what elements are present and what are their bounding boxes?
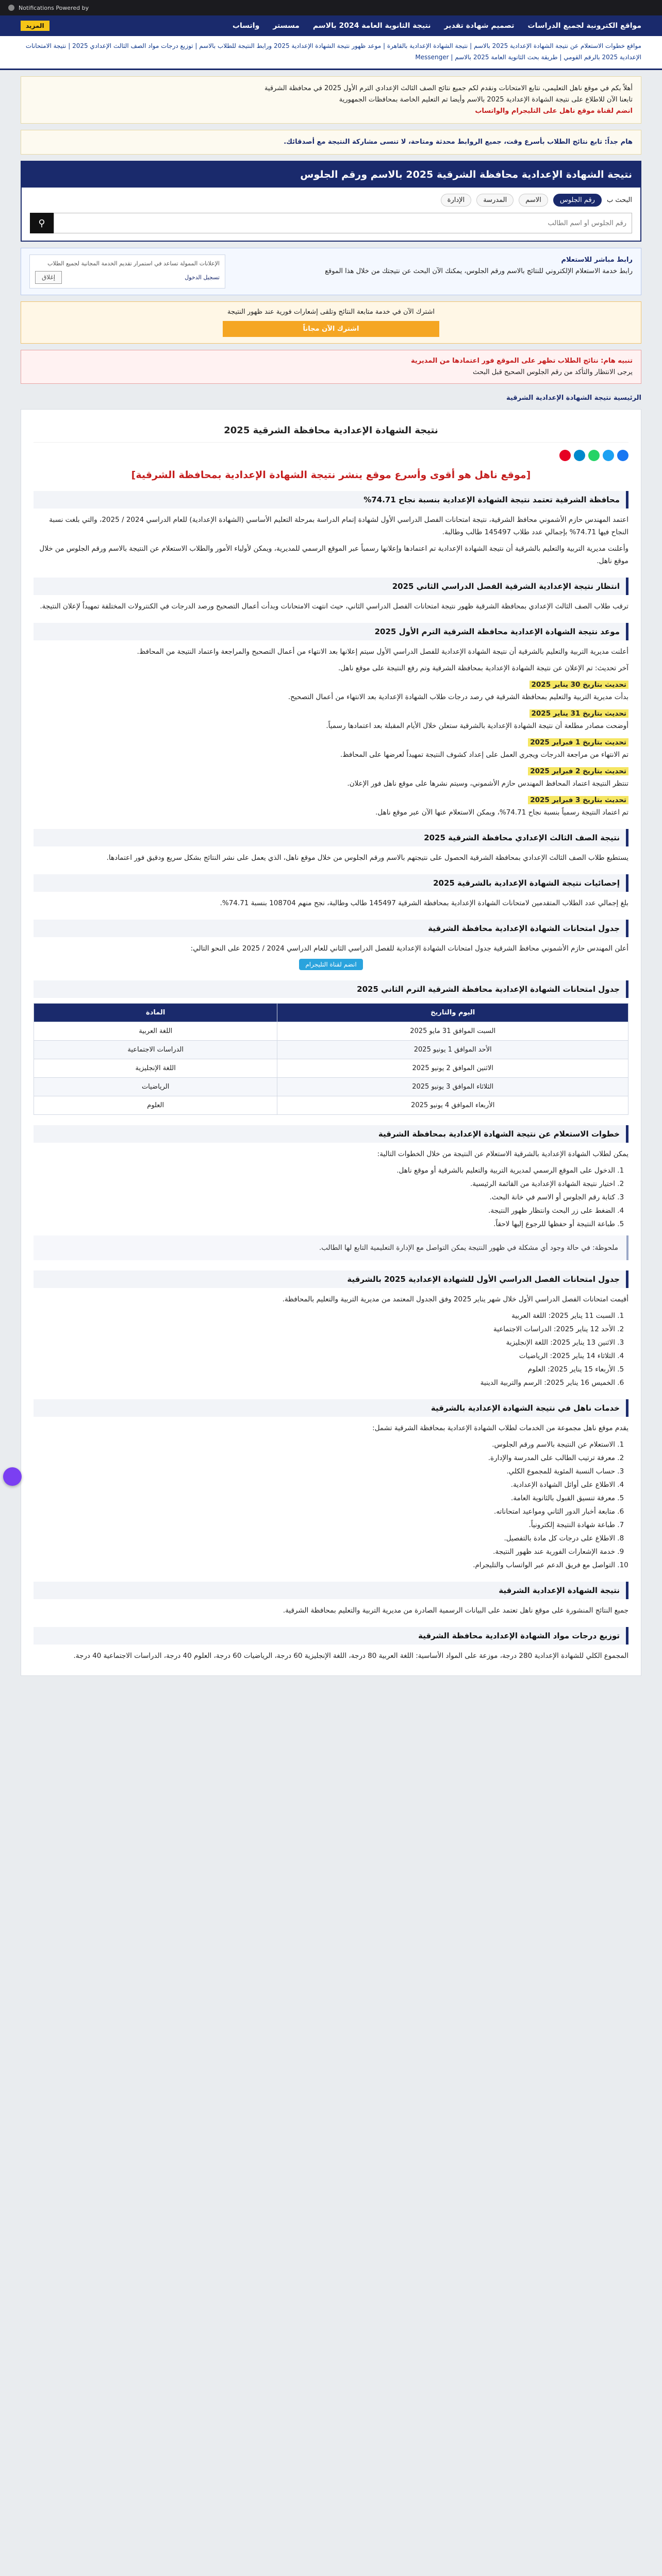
list-item: 5. معرفة تنسيق القبول بالثانوية العامة. — [34, 1492, 615, 1504]
promo-title: رابط مباشر للاستعلام — [561, 256, 633, 264]
nav-item[interactable]: تصميم شهادة تقدير — [444, 22, 515, 30]
section-heading: خطوات الاستعلام عن نتيجة الشهادة الإعدادية بمحافظة الشرقية — [34, 1125, 628, 1143]
paragraph: يستطيع طلاب الصف الثالث الإعدادي بمحافظة الشرقية الحصول على نتيجتهم بالاسم ورقم الجلوس من خلال موقع ناهل، الذي يعمل على نشر النتائج بشكل سريع ودقيق فور اعتمادها. — [106, 854, 628, 862]
search-tabs — [22, 188, 640, 213]
page-title: نتيجة الشهادة الإعدادية محافظة الشرقية 2025 — [34, 419, 628, 443]
bullet-list — [34, 1310, 628, 1389]
telegram-join-button[interactable]: انضم لقناة التليجرام — [299, 959, 362, 970]
table-cell: السبت الموافق 31 مايو 2025 — [277, 1022, 628, 1041]
subscribe-text: اشترك الآن في خدمة متابعة النتائج وتلقى إشعارات فورية عند ظهور النتيجة — [227, 308, 435, 316]
news-ticker: مواقع خطوات الاستعلام عن نتيجة الشهادة الإعدادية 2025 بالاسم | نتيجة الشهادة الإعدادية بالقاهرة | موعد ظهور نتيجة الشهادة الإعدادية 2025 ورابط النتيجة للطلاب بالاسم | توزيع درجات مواد الصف الثالث الإعدادي 2025 | نتيجة الامتحانات الإعدادية 2025 بالرقم القومي | طريقة بحث الثانوية العامة 2025 بالاسم | Messenger — [0, 36, 662, 70]
table-row — [34, 1078, 628, 1096]
list-item: 1. السبت 11 يناير 2025: اللغة العربية — [34, 1310, 615, 1322]
pinterest-icon[interactable] — [559, 450, 571, 461]
important-notice — [21, 130, 641, 155]
list-item: 3. الاثنين 13 يناير 2025: اللغة الإنجليزية — [34, 1336, 615, 1349]
admin-bar — [0, 0, 662, 15]
nav-item[interactable]: مواقع الكترونية لجميع الدراسات — [527, 22, 641, 30]
notice-line: تابعنا الآن للاطلاع على نتيجة الشهادة الإعدادية 2025 بالاسم وأيضا تم التعليم الخاصة بمحافظات الجمهورية — [339, 96, 633, 104]
whatsapp-icon[interactable] — [588, 450, 600, 461]
update-block — [34, 765, 628, 790]
table-cell: اللغة العربية — [34, 1022, 277, 1041]
alert-line: يرجى الانتظار والتأكد من رقم الجلوس الصحيح قبل البحث — [473, 368, 633, 376]
table-caption: جدول امتحانات الشهادة الإعدادية محافظة الشرقية الترم الثاني 2025 — [34, 980, 628, 998]
list-item: 3. حساب النسبة المئوية للمجموع الكلي. — [34, 1465, 615, 1478]
search-button[interactable] — [30, 213, 54, 233]
step-item: 5. طباعة النتيجة أو حفظها للرجوع إليها لاحقاً. — [34, 1218, 615, 1230]
table-cell: الثلاثاء الموافق 3 يونيو 2025 — [277, 1078, 628, 1096]
subscribe-button[interactable]: اشترك الآن مجاناً — [223, 321, 439, 337]
ad-card-link[interactable]: تسجيل الدخول — [185, 274, 220, 281]
paragraph: يقدم موقع ناهل مجموعة من الخدمات لطلاب الشهادة الإعدادية بمحافظة الشرقية تشمل: — [372, 1424, 628, 1432]
step-item: 1. الدخول على الموقع الرسمي لمديرية التربية والتعليم بالشرقية أو موقع ناهل. — [34, 1164, 615, 1177]
tab-name[interactable]: الاسم — [519, 194, 548, 207]
list-item: 8. الاطلاع على درجات كل مادة بالتفصيل. — [34, 1532, 615, 1545]
update-tag: تحديث بتاريخ 31 يناير 2025 — [529, 709, 628, 718]
table-cell: العلوم — [34, 1096, 277, 1115]
table-header: اليوم والتاريخ — [277, 1004, 628, 1022]
step-item: 2. اختيار نتيجة الشهادة الإعدادية من القائمة الرئيسية. — [34, 1178, 615, 1190]
update-block — [34, 736, 628, 761]
paragraph: اعتمد المهندس حازم الأشموني محافظ الشرقية، نتيجة امتحانات الفصل الدراسي الأول لشهادة إتمام الدراسة بمرحلة التعليم الأساسي (الشهادة الإعدادية) للعام الدراسي 2024 / 2025، والتي بلغت نسبة النجاح فيها 74.71% بإجمالي عدد طلاب 145497 طالب وطالبة. — [49, 516, 628, 536]
section-heading: نتيجة الشهادة الإعدادية الشرقية — [34, 1582, 628, 1599]
ticker-link[interactable]: مواقع خطوات الاستعلام عن نتيجة الشهادة الإعدادية 2025 بالاسم | نتيجة الشهادة الإعدادية بالقاهرة — [387, 42, 641, 49]
share-buttons — [34, 450, 628, 461]
section-heading: انتظار نتيجة الإعدادية الشرقية الفصل الدراسي الثاني 2025 — [34, 578, 628, 595]
table-cell: الدراسات الاجتماعية — [34, 1041, 277, 1059]
update-text: أوضحت مصادر مطلعة أن نتيجة الشهادة الإعدادية بالشرقية ستعلن خلال الأيام المقبلة بعد اعتمادها رسمياً. — [326, 722, 628, 730]
update-tag: تحديث بتاريخ 2 فبراير 2025 — [528, 767, 628, 775]
step-item: 4. الضغط على زر البحث وانتظار ظهور النتيجة. — [34, 1205, 615, 1217]
bullet-list — [34, 1438, 628, 1571]
paragraph: ترقب طلاب الصف الثالث الإعدادي بمحافظة الشرقية ظهور نتيجة امتحانات الفصل الدراسي الثاني، حيث انتهت الامتحانات وبدأت أعمال التصحيح ورصد الدرجات في الكنترولات المختلفة تمهيداً لإعلان النتيجة. — [40, 602, 628, 611]
list-item: 10. التواصل مع فريق الدعم عبر الواتساب والتليجرام. — [34, 1559, 615, 1571]
note-quote: ملحوظة: في حالة وجود أي مشكلة في ظهور النتيجة يمكن التواصل مع الإدارة التعليمية التابع لها الطالب. — [34, 1235, 628, 1260]
table-cell: الاثنين الموافق 2 يونيو 2025 — [277, 1059, 628, 1078]
wordpress-icon[interactable] — [8, 5, 14, 11]
list-item: 6. الخميس 16 يناير 2025: الرسم والتربية الدينية — [34, 1377, 615, 1389]
tab-administration[interactable]: الإدارة — [441, 194, 472, 207]
table-cell: اللغة الإنجليزية — [34, 1059, 277, 1078]
nav-item[interactable]: مسستر — [273, 22, 300, 30]
update-text: تنتظر النتيجة اعتماد المحافظ المهندس حازم الأشموني، وسيتم نشرها على موقع ناهل فور الإعلان. — [347, 779, 628, 788]
step-item: 3. كتابة رقم الجلوس أو الاسم في خانة البحث. — [34, 1191, 615, 1204]
article-headline: [موقع ناهل هو أقوى وأسرع موقع ينشر نتيجة الشهادة الإعدادية بمحافظة الشرقية] — [131, 469, 531, 481]
ad-card — [29, 255, 225, 289]
update-block — [34, 794, 628, 819]
article — [21, 409, 641, 1676]
section-heading: جدول امتحانات الفصل الدراسي الأول للشهادة الإعدادية 2025 بالشرقية — [34, 1270, 628, 1288]
result-search-box — [21, 161, 641, 242]
schedule-table-wrap — [34, 959, 628, 1115]
alert-line: تنبيه هام: نتائج الطلاب تظهر على الموقع فور اعتمادها من المديرية — [411, 357, 633, 365]
nav-item[interactable]: نتيجة الثانوية العامة 2024 بالاسم — [312, 22, 431, 30]
paragraph: وأعلنت مديرية التربية والتعليم بالشرقية أن نتيجة الشهادة الإعدادية تم اعتمادها وإعلانها رسمياً عبر الموقع الرسمي للمديرية، ويمكن لأولياء الأمور والطلاب الاستعلام عن النتيجة بالاسم ورقم الجلوس من خلال موقع ناهل. — [39, 545, 628, 565]
table-row — [34, 1096, 628, 1115]
nav-more-button[interactable]: المزيد — [21, 21, 49, 31]
update-text: بدأت مديرية التربية والتعليم بمحافظة الشرقية في رصد درجات طلاب الشهادة الإعدادية بعد الانتهاء من أعمال التصحيح. — [288, 693, 628, 701]
main-navigation — [0, 15, 662, 36]
section-heading: نتيجة الصف الثالث الإعدادي محافظة الشرقية 2025 — [34, 829, 628, 846]
update-text: تم اعتماد النتيجة رسمياً بنسبة نجاح 74.71%، ويمكن الاستعلام عنها الآن عبر موقع ناهل. — [375, 808, 628, 817]
ticker-link[interactable]: توزيع درجات مواد الصف الثالث الإعدادي 2025 | نتيجة الامتحانات الإعدادية 2025 بالرقم القومي — [25, 42, 641, 61]
list-item: 7. طباعة شهادة النتيجة إلكترونياً. — [34, 1519, 615, 1531]
section-heading: جدول امتحانات الشهادة الإعدادية محافظة الشرقية — [34, 920, 628, 937]
table-row — [34, 1022, 628, 1041]
ticker-link[interactable]: موعد ظهور نتيجة الشهادة الإعدادية 2025 ورابط النتيجة للطلاب بالاسم — [199, 42, 382, 49]
search-icon: ⚲ — [38, 217, 45, 228]
section-heading: موعد نتيجة الشهادة الإعدادية محافظة الشرقية الترم الأول 2025 — [34, 623, 628, 640]
ad-card-text: الإعلانات الممولة تساعد في استمرار تقديم الخدمة المجانية لجميع الطلاب — [47, 260, 220, 267]
tab-seat-number[interactable]: رقم الجلوس — [553, 194, 602, 207]
update-block — [34, 679, 628, 703]
paragraph: أقيمت امتحانات الفصل الدراسي الأول خلال شهر يناير 2025 وفق الجدول المعتمد من مديرية التربية والتعليم بالمحافظة. — [282, 1295, 628, 1303]
tab-school[interactable]: المدرسة — [476, 194, 514, 207]
welcome-notice — [21, 76, 641, 124]
section-heading: محافظة الشرقية تعتمد نتيجة الشهادة الإعدادية بنسبة نجاح 74.71% — [34, 491, 628, 509]
update-block — [34, 707, 628, 732]
paragraph: أعلنت مديرية التربية والتعليم بالشرقية أن نتيجة الشهادة الإعدادية للفصل الدراسي الأول سيتم إعلانها بعد الانتهاء من أعمال التصحيح والمراجعة واعتماد النتيجة من المحافظ. — [137, 648, 628, 656]
list-item: 9. خدمة الإشعارات الفورية عند ظهور النتيجة. — [34, 1546, 615, 1558]
nav-item[interactable]: واتساب — [232, 22, 260, 30]
admin-bar-text: Notifications Powered by — [19, 4, 89, 11]
table-cell: الأحد الموافق 1 يونيو 2025 — [277, 1041, 628, 1059]
table-cell: الأربعاء الموافق 4 يونيو 2025 — [277, 1096, 628, 1115]
paragraph: يمكن لطلاب الشهادة الإعدادية بالشرقية الاستعلام عن النتيجة من خلال الخطوات التالية: — [377, 1150, 628, 1158]
ticker-link[interactable]: طريقة بحث الثانوية العامة 2025 بالاسم | Messenger — [415, 54, 558, 61]
paragraph: المجموع الكلي للشهادة الإعدادية 280 درجة، موزعة على المواد الأساسية: اللغة العربية 80 درجة، اللغة الإنجليزية 60 درجة، الرياضيات 60 درجة، العلوم 40 درجة، الدراسات الاجتماعية 40 درجة. — [73, 1652, 628, 1660]
breadcrumb[interactable]: الرئيسية نتيجة الشهادة الإعدادية الشرقية — [506, 394, 641, 402]
update-tag: تحديث بتاريخ 3 فبراير 2025 — [528, 796, 628, 804]
twitter-icon[interactable] — [603, 450, 614, 461]
messenger-icon[interactable] — [3, 1467, 22, 1486]
ad-close-button[interactable]: إغلاق — [35, 271, 62, 284]
subscribe-box — [21, 301, 641, 344]
table-cell: الرياضيات — [34, 1078, 277, 1096]
table-header: المادة — [34, 1004, 277, 1022]
list-item: 2. الأحد 12 يناير 2025: الدراسات الاجتماعية — [34, 1323, 615, 1335]
promo-text: رابط خدمة الاستعلام الإلكتروني للنتائج بالاسم ورقم الجلوس، يمكنك الآن البحث عن نتيجتك من خلال هذا الموقع — [325, 267, 633, 275]
update-tag: تحديث بتاريخ 1 فبراير 2025 — [528, 738, 628, 747]
table-row — [34, 1041, 628, 1059]
list-item: 5. الأربعاء 15 يناير 2025: العلوم — [34, 1363, 615, 1376]
list-item: 4. الثلاثاء 14 يناير 2025: الرياضيات — [34, 1350, 615, 1362]
search-input[interactable] — [54, 213, 632, 233]
table-row — [34, 1059, 628, 1078]
telegram-icon[interactable] — [574, 450, 585, 461]
join-channel-link[interactable]: انضم لقناة موقع ناهل على التليجرام والواتساب — [475, 107, 633, 115]
promo-box — [21, 248, 641, 295]
paragraph: بلغ إجمالي عدد الطلاب المتقدمين لامتحانات الشهادة الإعدادية بمحافظة الشرقية 145497 طالب وطالبة، نجح منهم 108704 بنسبة 74.71%. — [220, 899, 628, 907]
section-heading: توزيع درجات مواد الشهادة الإعدادية محافظة الشرقية — [34, 1627, 628, 1645]
update-text: تم الانتهاء من مراجعة الدرجات ويجري العمل على إعداد كشوف النتيجة تمهيداً لعرضها على المحافظ. — [340, 751, 628, 759]
section-heading: إحصائيات نتيجة الشهادة الإعدادية بالشرقية 2025 — [34, 874, 628, 892]
exam-schedule-table — [34, 1003, 628, 1115]
notice-line: أهلاً بكم في موقع ناهل التعليمي، نتابع الامتحانات ونقدم لكم جميع نتائج الصف الثالث الإعدادي الترم الأول 2025 في محافظة الشرقية — [264, 84, 633, 92]
update-tag: تحديث بتاريخ 30 يناير 2025 — [529, 681, 628, 689]
alert-box — [21, 350, 641, 384]
list-item: 2. معرفة ترتيب الطالب على المدرسة والإدارة. — [34, 1452, 615, 1464]
notice-text: هام جداً: تابع نتائج الطلاب بأسرع وقت، جميع الروابط محدثة ومتاحة، لا تنسى مشاركة النتيجة مع أصدقائك. — [284, 138, 633, 146]
paragraph: جميع النتائج المنشورة على موقع ناهل تعتمد على البيانات الرسمية الصادرة من مديرية التربية والتعليم بمحافظة الشرقية. — [283, 1606, 628, 1615]
paragraph: آخر تحديث: تم الإعلان عن نتيجة الشهادة الإعدادية بمحافظة الشرقية وتم رفع النتيجة على موقع ناهل. — [338, 664, 628, 672]
list-item: 1. الاستعلام عن النتيجة بالاسم ورقم الجلوس. — [34, 1438, 615, 1451]
paragraph: أعلن المهندس حازم الأشموني محافظ الشرقية جدول امتحانات الشهادة الإعدادية للفصل الدراسي الثاني للعام الدراسي 2024 / 2025 على النحو التالي: — [190, 944, 628, 953]
search-by-label: البحث ب — [606, 196, 632, 204]
list-item: 6. متابعة أخبار الدور الثاني ومواعيد امتحاناته. — [34, 1505, 615, 1518]
search-title: نتيجة الشهادة الإعدادية محافظة الشرقية 2025 بالاسم ورقم الجلوس — [22, 162, 640, 188]
list-item: 4. الاطلاع على أوائل الشهادة الإعدادية. — [34, 1479, 615, 1491]
steps-list — [34, 1164, 628, 1230]
facebook-icon[interactable] — [617, 450, 628, 461]
section-heading: خدمات ناهل في نتيجة الشهادة الإعدادية بالشرقية — [34, 1399, 628, 1417]
